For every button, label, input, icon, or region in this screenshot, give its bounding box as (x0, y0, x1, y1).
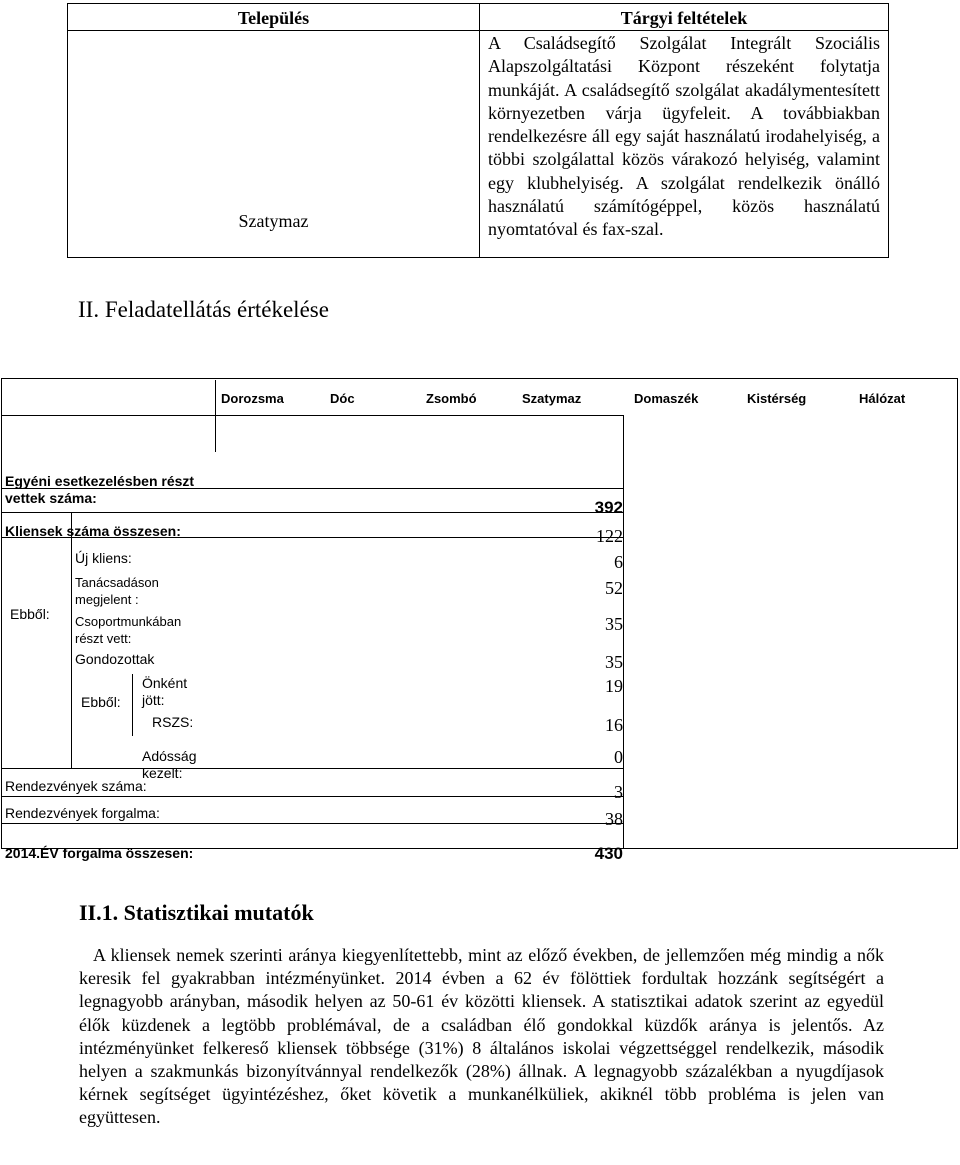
rszs-label: RSZS: (152, 714, 194, 730)
group-label: Csoportmunkában részt vett: (75, 614, 182, 646)
statistics-paragraph (79, 944, 884, 1130)
ebbol2-label: Ebből: (81, 694, 121, 710)
cared-value: 35 (605, 652, 623, 672)
events-value: 3 (614, 782, 623, 802)
column-header: Domaszék (634, 391, 699, 406)
events-traffic-value: 38 (605, 809, 623, 829)
column-separator (215, 380, 216, 452)
column-header: Dorozsma (221, 391, 284, 406)
column-separator (132, 674, 133, 736)
group-value: 35 (605, 614, 623, 634)
stats-table (1, 378, 958, 863)
row-separator (2, 512, 623, 513)
row-separator (2, 823, 623, 824)
individual-label: Egyéni esetkezelésben részt vettek száma: (5, 473, 195, 506)
section-title: II. Feladatellátás értékelése (78, 297, 329, 322)
counseling-value: 52 (605, 578, 623, 598)
conditions-cell: A Családsegítő Szolgálat Integrált Szociális Alapszolgáltatási Központ részeként folytatja munkáját. A családsegítő szolgálat akadálymentesített környezetben várja ügyfeleit. A továbbiakban rendelkezésre áll egy saját használatú irodahelyiség, a többi szolgálattal közös várakozó helyiség, valamint egy klubhelyiség. A szolgálat rendelkezik önálló használatú számítógéppel, közös használatú nyomtatóval és fax-szal. (488, 33, 880, 240)
individual-value: 392 (594, 498, 623, 517)
column-header: Dóc (330, 391, 355, 406)
table-row-divider (68, 30, 888, 31)
row-separator (2, 768, 623, 769)
values-column (2, 415, 624, 863)
events-traffic-label: Rendezvények forgalma: (5, 805, 160, 821)
debt-label: Adósság kezelt: (142, 748, 197, 781)
total-value: 430 (594, 844, 623, 863)
row-separator (2, 796, 623, 797)
place-cell: Szatymaz (238, 211, 309, 231)
new-client-value: 6 (614, 552, 623, 572)
events-label: Rendezvények száma: (5, 778, 147, 794)
cared-label: Gondozottak (75, 651, 155, 667)
table-column-divider (479, 4, 480, 257)
column-separator (71, 513, 72, 769)
counseling-label: Tanácsadáson megjelent : (75, 575, 159, 607)
voluntary-value: 19 (605, 676, 623, 696)
debt-value: 0 (614, 747, 623, 767)
ebbol-label: Ebből: (10, 606, 50, 622)
clients-label: Kliensek száma összesen: (5, 523, 181, 539)
subsection-title: II.1. Statisztikai mutatók (79, 900, 314, 925)
rszs-value: 16 (605, 715, 623, 735)
header-conditions: Tárgyi feltételek (620, 8, 748, 28)
statistics-text: A kliensek nemek szerinti aránya kiegyenlítettebb, mint az előző években, de jellemzően még mindig a nők keresik fel gyakrabban intézményünket. 2014 évben a 62 év fölöttiek fordultak hozzánk segítségért a legnagyobb arányban, második helyen az 50-61 év közötti kliensek. A statisztikai adatok szerint az egyedül élők küzdenek a legtöbb problémával, de a családban élő gondokkal küzdők aránya is jelentős. Az intézményünket felkereső kliensek többsége (31%) 8 általános iskolai végzettséggel rendelkezik, második helyen a szakmunkás bizonyítvánnyal rendelkezők (28%) állnak. A legnagyobb százalékban a nyugdíjasok kérnek segítséget ügyintézéshez, őket követik a munkanélküliek, akiknél több probléma is jelen van együttesen. (79, 945, 884, 1128)
new-client-label: Új kliens: (75, 550, 132, 566)
clients-value: 122 (596, 526, 623, 546)
conditions-table (67, 3, 889, 258)
total-label: 2014.ÉV forgalma összesen: (5, 845, 194, 861)
column-header: Szatymaz (522, 391, 582, 406)
column-header: Kistérség (747, 391, 807, 406)
column-header: Hálózat (859, 391, 906, 406)
column-header: Zsombó (426, 391, 477, 406)
voluntary-label: Önként jött: (142, 675, 188, 708)
header-place: Település (237, 8, 310, 28)
